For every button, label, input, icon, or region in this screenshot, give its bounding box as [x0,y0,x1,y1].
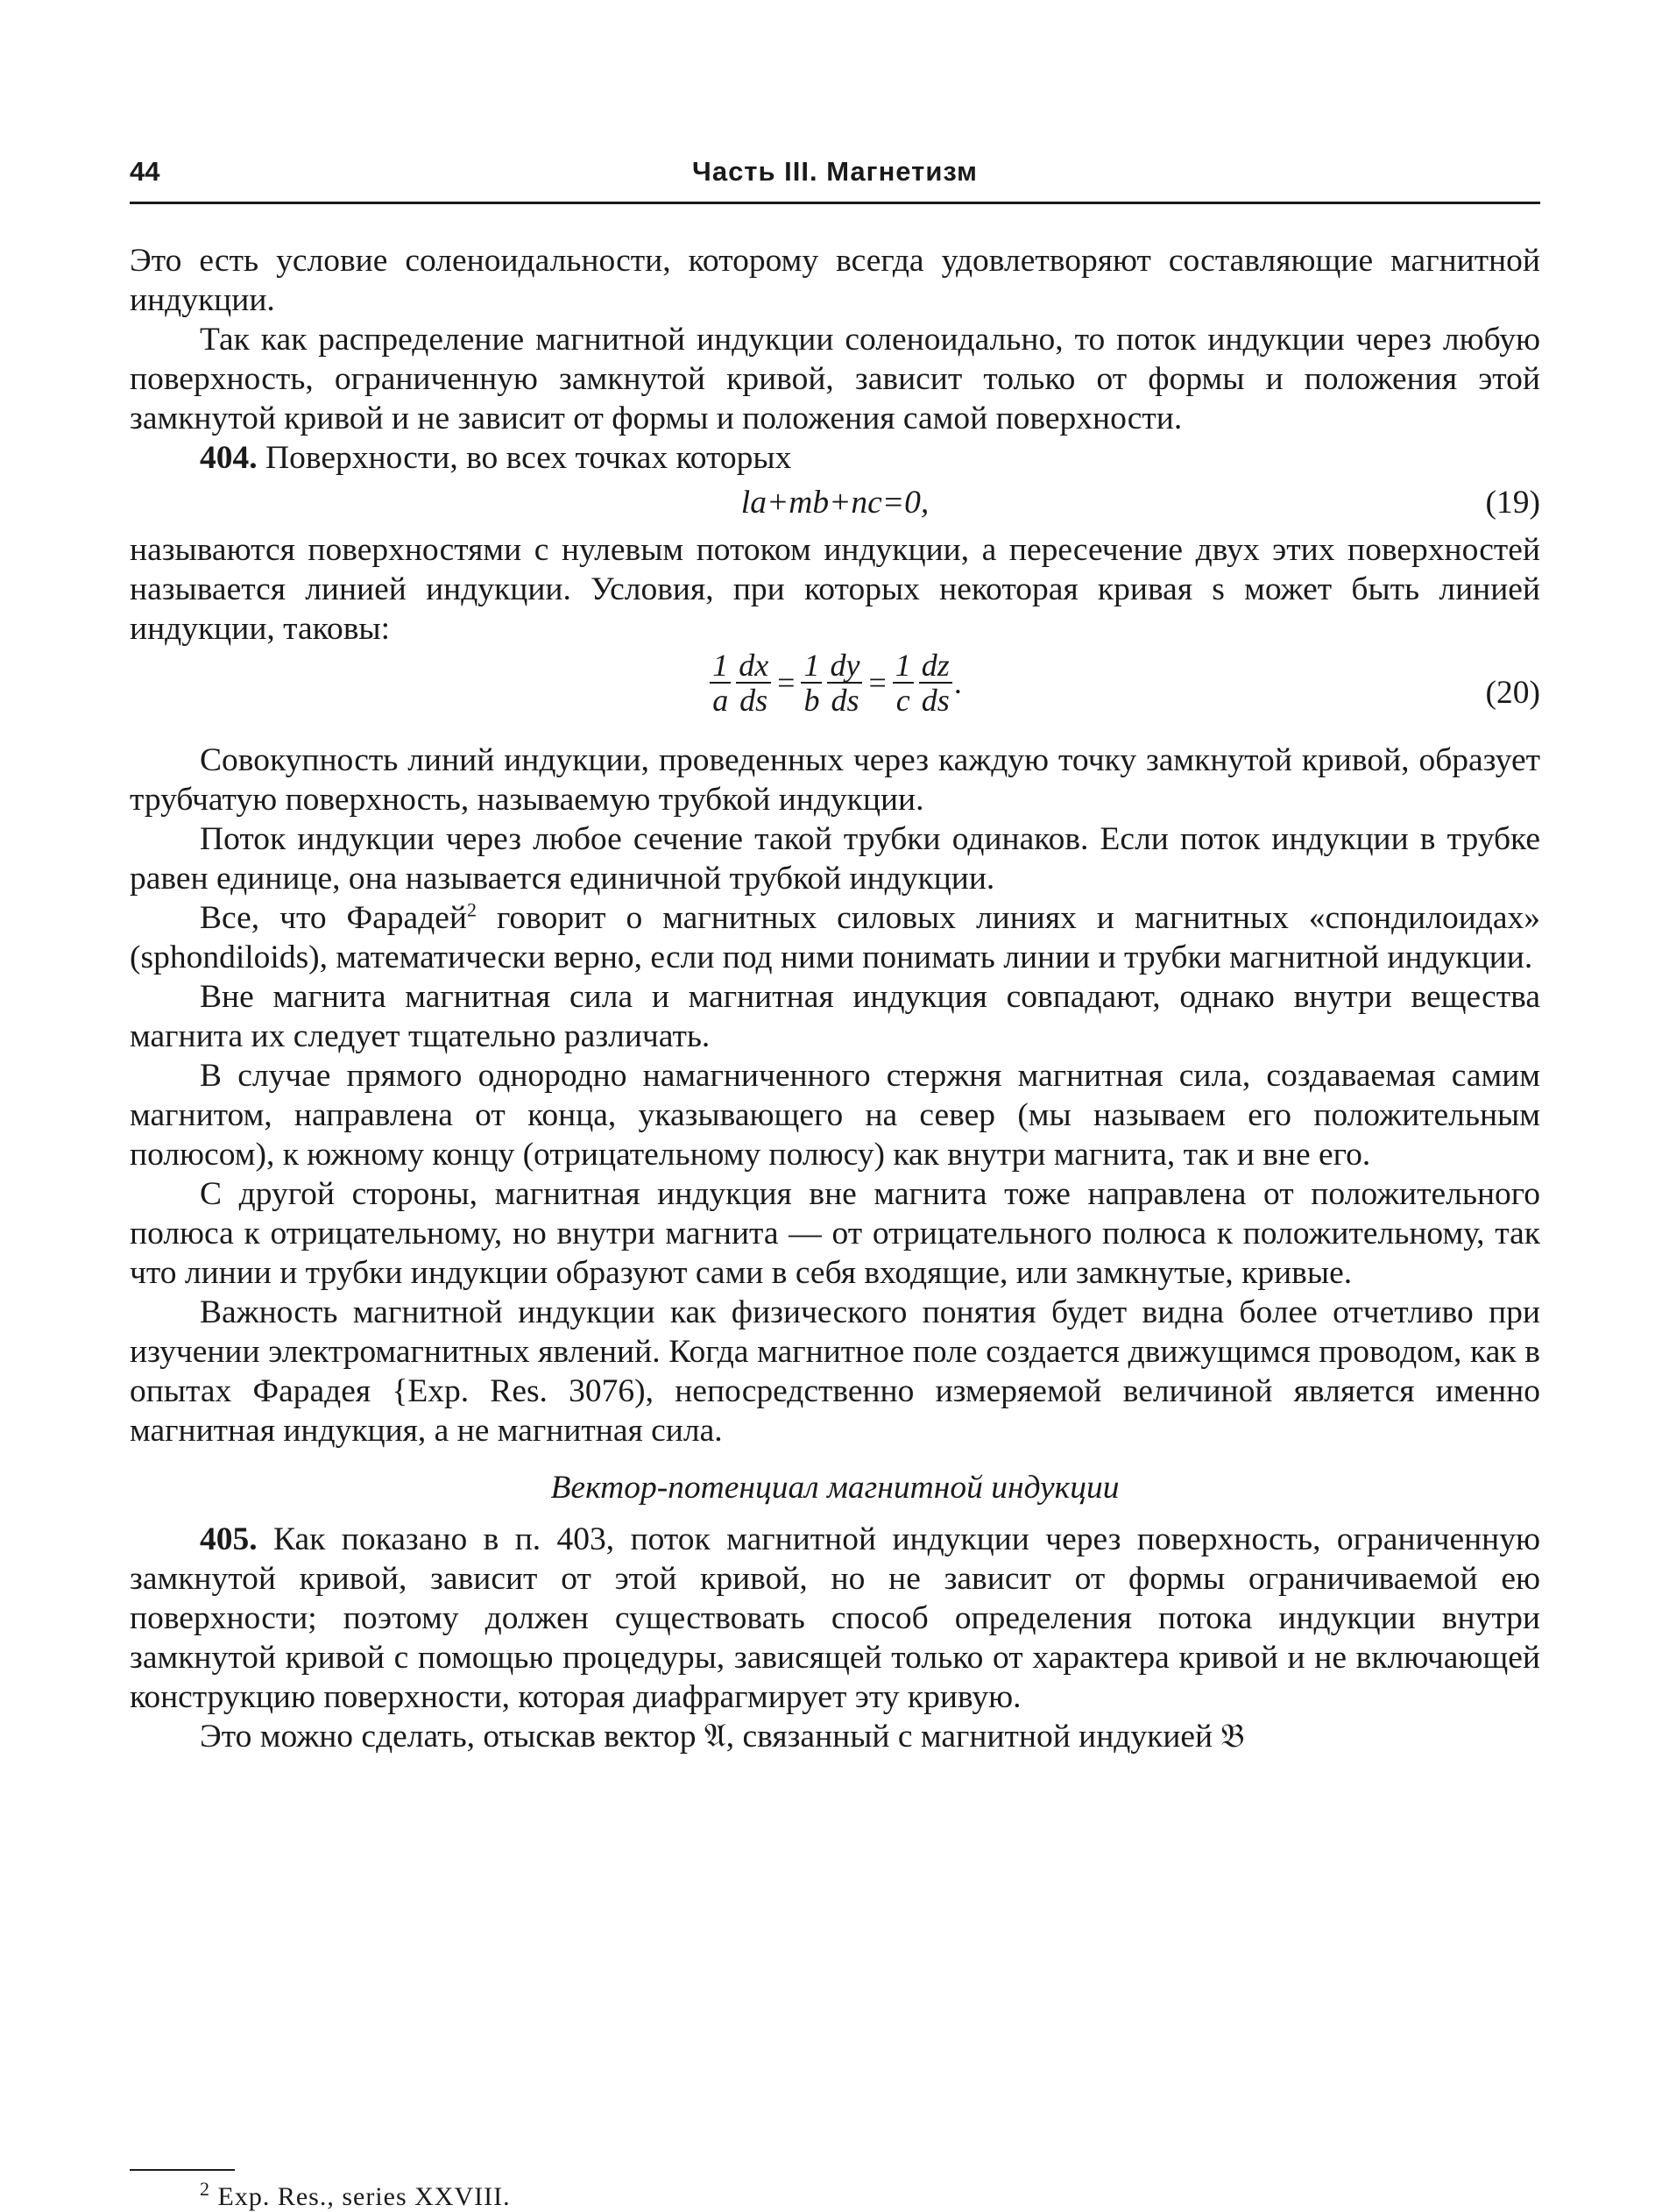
frac-den: ds [831,683,859,718]
frac-num: dz [919,649,952,684]
frac-dz-ds [919,649,952,717]
frac-den: a [712,683,729,718]
frac-den: ds [921,683,950,718]
header-rule [130,202,1540,204]
paragraph-2: Так как распределение магнитной индукции соленоидально, то поток индукции через любую поверхность, ограниченную замкнутой кривой, зависит только от формы и положения этой замкнутой кривой и не зависит от формы и положения самой поверхности. [130,322,1540,436]
paragraph-1: Это есть условие соленоидальности, которому всегда удовлетворяют составляющие магнитной индукции. [130,243,1540,318]
equation-19 [130,478,1540,530]
paragraph-404 [130,438,1540,478]
paragraph-405 [130,1520,1540,1717]
frac-num: dy [827,649,862,684]
section-number-404: 404. [200,440,258,476]
paragraph-7 [130,898,1540,977]
section-number-405: 405. [200,1521,258,1557]
paragraph-11: Важность магнитной индукции как физического понятия будет видна более отчетливо при изучении электромагнитных явлений. Когда магнитное поле создается движущимся проводом, как в опытах Фарадея {Exp. Res. 3076), непосредственно измеряемой величиной является именно магнитная индукция, а не магнитная сила. [130,1294,1540,1449]
equals-sign: = [777,664,796,700]
frac-dy-ds [827,649,862,717]
frac-1-a [710,649,731,717]
paragraph-404-text: Поверхности, во всех точках которых [257,440,792,476]
frac-num: dx [736,649,771,684]
paragraph-10: С другой стороны, магнитная индукция вне магнита тоже направлена от положительного полюса к отрицательному, но внутри магнита — от отрицательного полюса к положительному, так что линии и трубки индукции образуют сами в себя входящие, или замкнутые, кривые. [130,1176,1540,1291]
footnote-rule [130,2169,235,2171]
paragraph-6: Поток индукции через любое сечение такой трубки одинаков. Если поток индукции в трубке равен единице, она называется единичной трубкой индукции. [130,821,1540,897]
paragraph-8: Вне магнита магнитная сила и магнитная индукция совпадают, однако внутри вещества магнита их следует тщательно различать. [130,979,1540,1054]
paragraph-7-end: говорит о магнитных силовых линиях и магнитных «спондилоидах» (sphondiloids), математически верно, если под ними понимать линии и трубки магнитной индукции. [130,900,1540,975]
paragraph-4: называются поверхностями с нулевым потоком индукции, а пересечение двух этих поверхностей называется линией индукции. Условия, при которых некоторая кривая s может быть линией индукции, таковы: [130,532,1540,647]
footnote-text: Exp. Res., series XXVIII. [210,2182,511,2211]
frac-den: ds [739,683,768,718]
body-text [130,241,1540,1756]
footnote-marker: 2 [200,2178,210,2200]
equation-20 [130,649,1540,741]
footnote-ref: 2 [467,898,477,921]
page [130,140,1540,2211]
frac-num: 1 [801,649,822,684]
frac-dx-ds [736,649,771,717]
running-title: Часть III. Магнетизм [692,156,978,187]
paragraph-5: Совокупность линий индукции, проведенных через каждую точку замкнутой кривой, образует трубчатую поверхность, называемую трубкой индукции. [130,742,1540,818]
frac-den: b [803,683,820,718]
paragraph-13: Это можно сделать, отыскав вектор 𝔄, связанный с магнитной индукией 𝔅 [200,1719,1245,1755]
page-number: 44 [130,156,160,187]
page-header [130,140,1540,193]
frac-1-b [801,649,822,717]
equation-20-formula [130,649,1540,717]
equation-end-period: . [954,664,963,700]
equals-sign: = [868,664,887,700]
paragraph-405-text: Как показано в п. 403, поток магнитной индукции через поверхность, ограниченную замкнутой кривой, зависит от этой кривой, но не зависит от формы ограничиваемой ею поверхности; поэтому должен существовать способ определения потока индукции внутри замкнутой кривой с помощью процедуры, зависящей только от характера кривой и не включающей конструкцию поверхности, которая диафрагмирует эту кривую. [130,1521,1540,1715]
equation-19-formula: la+mb+nc=0, [740,485,930,521]
footnote [200,2178,511,2212]
frac-num: 1 [893,649,914,684]
equation-20-number: (20) [1485,675,1540,711]
frac-1-c [893,649,914,717]
section-heading: Вектор-потенциал магнитной индукции [550,1470,1120,1506]
frac-num: 1 [710,649,731,684]
equation-19-number: (19) [1485,485,1540,521]
frac-den: c [895,683,910,718]
paragraph-7-start: Все, что Фарадей [200,900,467,936]
paragraph-9: В случае прямого однородно намагниченного стержня магнитная сила, создаваемая самим магнитом, направлена от конца, указывающего на север (мы называем его положительным полюсом), к южному концу (отрицательному полюсу) как внутри магнита, так и вне его. [130,1058,1540,1173]
